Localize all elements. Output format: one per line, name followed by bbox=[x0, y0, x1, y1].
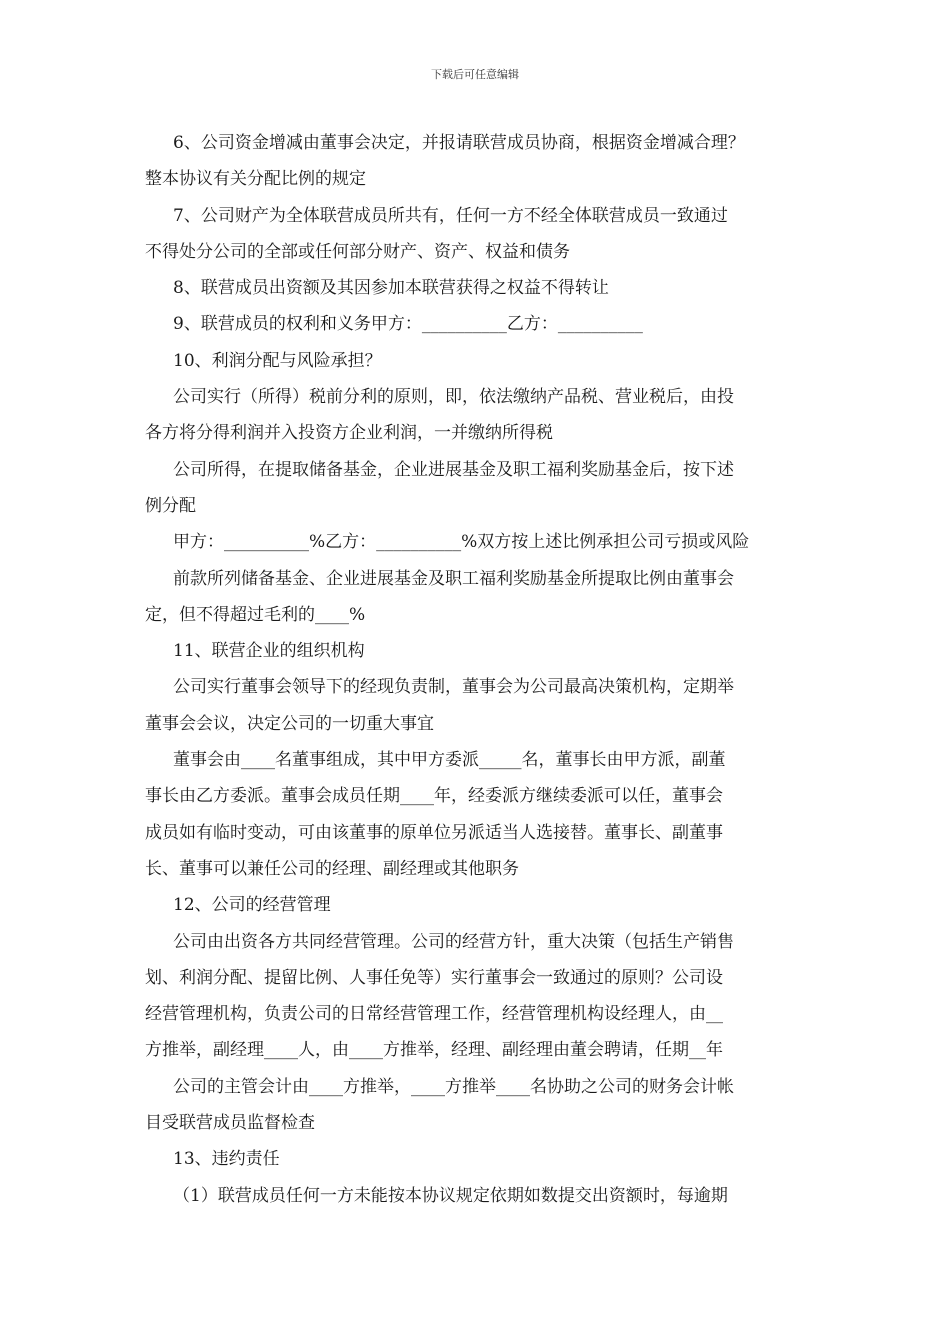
text-line: （1）联营成员任何一方未能按本协议规定依期如数提交出资额时，每逾期 bbox=[173, 1185, 728, 1206]
text-line: 经营管理机构，负责公司的日常经营管理工作，经营管理机构设经理人，由__ bbox=[145, 1004, 723, 1025]
text-line: 划、利润分配、提留比例、人事任免等）实行董事会一致通过的原则？公司设 bbox=[145, 967, 723, 988]
text-line: 成员如有临时变动，可由该董事的原单位另派适当人选接替。董事长、副董事 bbox=[145, 822, 723, 843]
text-line: 6、公司资金增减由董事会决定，并报请联营成员协商，根据资金增减合理？ bbox=[173, 133, 745, 153]
text-line: 公司的主管会计由____方推举，____方推举____名协助之公司的财务会计帐 bbox=[173, 1076, 734, 1097]
text-line: 各方将分得利润并入投资方企业利润，一并缴纳所得税 bbox=[145, 423, 553, 444]
text-line: 公司实行（所得）税前分利的原则，即，依法缴纳产品税、营业税后，由投 bbox=[173, 387, 734, 408]
text-line: 不得处分公司的全部或任何部分财产、资产、权益和债务 bbox=[145, 241, 570, 262]
page-header: 下载后可任意编辑 bbox=[431, 68, 519, 81]
text-line: 10、利润分配与风险承担？ bbox=[173, 350, 382, 371]
text-line: 7、公司财产为全体联营成员所共有，任何一方不经全体联营成员一致通过 bbox=[173, 205, 728, 226]
text-line: 12、公司的经营管理 bbox=[173, 895, 331, 916]
text-line: 8、联营成员出资额及其因参加本联营获得之权益不得转让 bbox=[173, 278, 609, 299]
text-line: 方推举，副经理____人，由____方推举，经理、副经理由董会聘请，任期__年 bbox=[145, 1040, 723, 1061]
text-line: 事长由乙方委派。董事会成员任期____年，经委派方继续委派可以任，董事会 bbox=[145, 786, 723, 807]
text-line: 公司由出资各方共同经营管理。公司的经营方针，重大决策（包括生产销售 bbox=[173, 931, 734, 952]
text-line: 公司实行董事会领导下的经现负责制，董事会为公司最高决策机构，定期举 bbox=[173, 677, 734, 698]
text-line: 11、联营企业的组织机构 bbox=[173, 641, 365, 662]
text-line: 前款所列储备基金、企业进展基金及职工福利奖励基金所提取比例由董事会 bbox=[173, 568, 734, 589]
text-line: 整本协议有关分配比例的规定 bbox=[145, 169, 366, 190]
text-line: 9、联营成员的权利和义务甲方：__________乙方：__________ bbox=[173, 314, 643, 335]
text-line: 董事会由____名董事组成，其中甲方委派_____名，董事长由甲方派，副董 bbox=[173, 750, 726, 771]
text-line: 长、董事可以兼任公司的经理、副经理或其他职务 bbox=[145, 858, 519, 879]
text-line: 定，但不得超过毛利的____% bbox=[145, 604, 366, 625]
text-line: 例分配 bbox=[145, 495, 196, 516]
document-body bbox=[145, 125, 825, 1214]
text-line: 董事会会议，决定公司的一切重大事宜 bbox=[145, 713, 434, 734]
text-line: 甲方：__________%乙方：__________%双方按上述比例承担公司亏损或风险 bbox=[173, 532, 750, 553]
text-line: 目受联营成员监督检查 bbox=[145, 1113, 315, 1134]
text-line: 13、违约责任 bbox=[173, 1149, 280, 1170]
text-line: 公司所得，在提取储备基金，企业进展基金及职工福利奖励基金后，按下述 bbox=[173, 459, 734, 480]
